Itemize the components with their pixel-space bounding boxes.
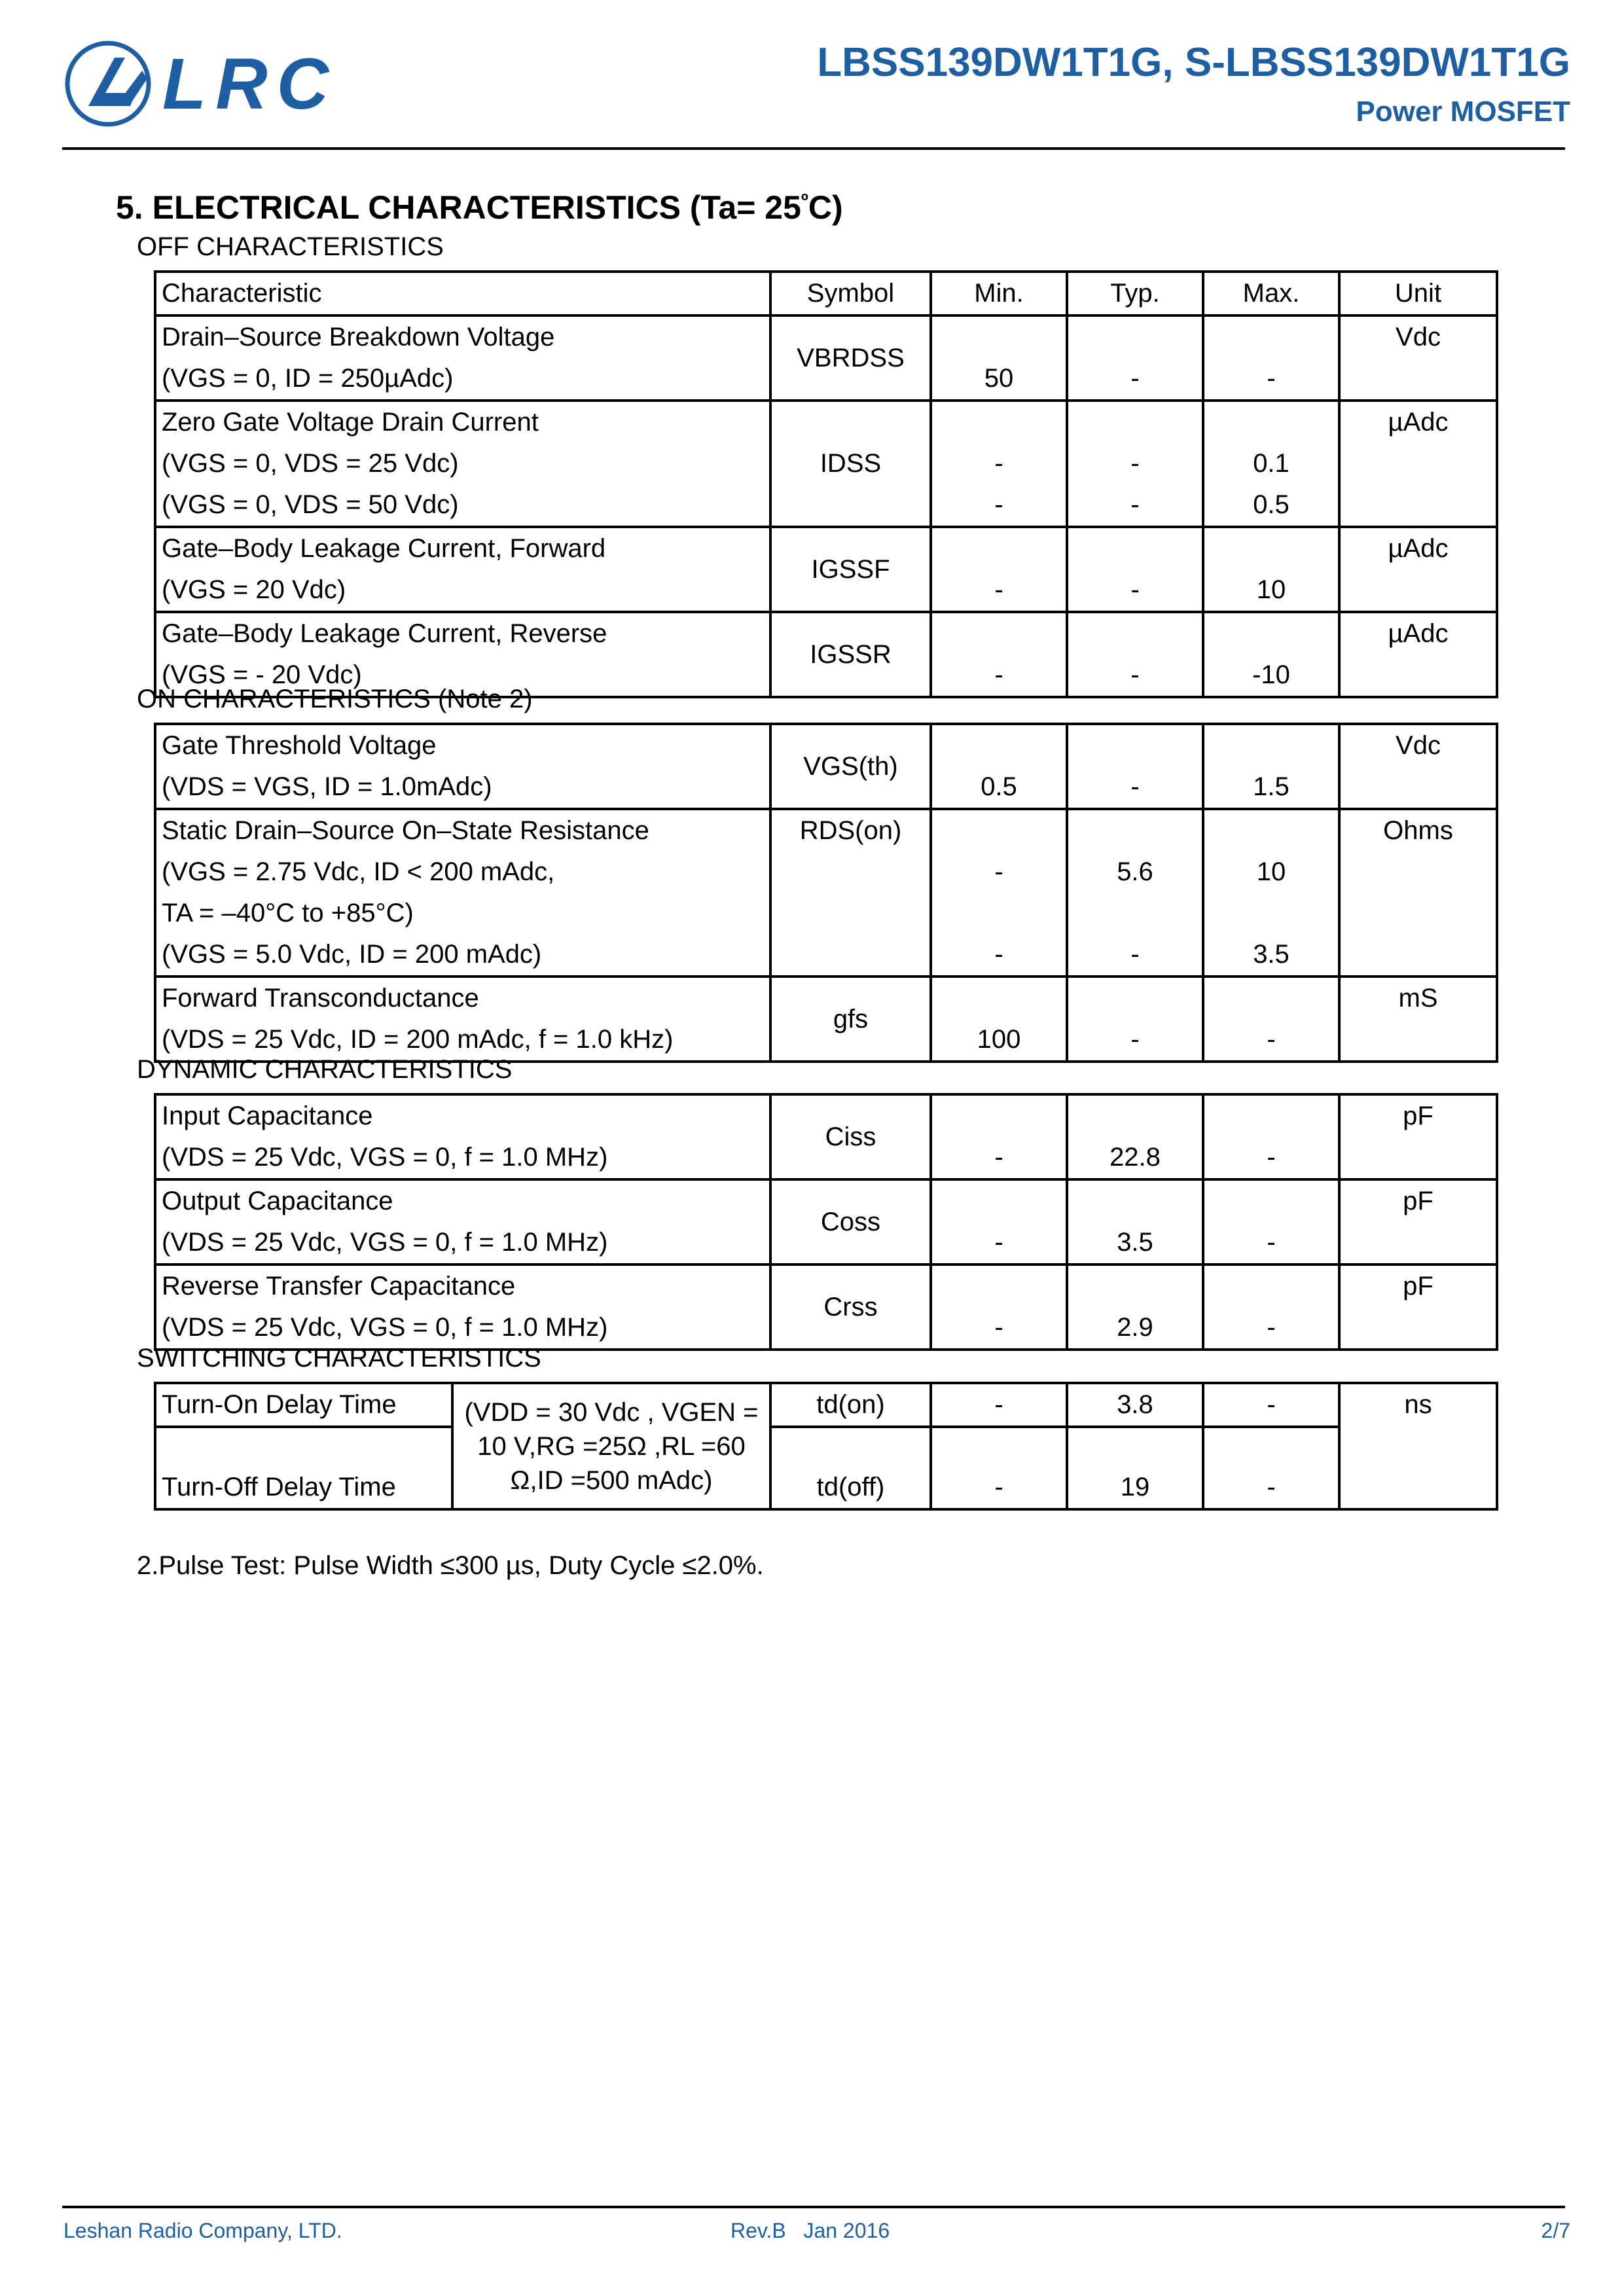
max-value: - xyxy=(1267,364,1276,393)
typ-value: - xyxy=(1130,1025,1140,1054)
typ-value xyxy=(1068,402,1202,443)
max-value xyxy=(1204,613,1338,655)
unit-cell: ns xyxy=(1404,1390,1432,1419)
table-row xyxy=(155,724,1497,809)
max-value: 0.1 xyxy=(1253,449,1290,478)
part-subtitle: Power MOSFET xyxy=(1356,96,1570,128)
max-value: 1.5 xyxy=(1253,772,1290,801)
symbol-cell: td(on) xyxy=(816,1390,885,1419)
table-row xyxy=(155,1179,1497,1265)
unit-cell: µAdc xyxy=(1388,619,1449,648)
characteristic-line: Drain–Source Breakdown Voltage xyxy=(162,323,555,351)
max-value: 0.5 xyxy=(1253,490,1290,519)
symbol-cell: VGS(th) xyxy=(803,751,898,781)
symbol-cell: IDSS xyxy=(820,449,882,478)
max-value: -10 xyxy=(1252,660,1290,689)
characteristic-line: Zero Gate Voltage Drain Current xyxy=(162,408,539,437)
min-value xyxy=(932,613,1066,655)
footer-divider xyxy=(62,2206,1565,2208)
symbol-cell: RDS(on) xyxy=(799,816,902,845)
min-value: - xyxy=(994,575,1003,604)
header-characteristic: Characteristic xyxy=(162,279,322,308)
symbol-cell: Coss xyxy=(820,1207,881,1236)
max-value xyxy=(1204,1266,1338,1307)
max-value: - xyxy=(1267,1025,1276,1054)
typ-value: 5.6 xyxy=(1117,857,1153,886)
min-value xyxy=(932,317,1066,358)
min-value: - xyxy=(994,660,1003,689)
table-row xyxy=(155,1383,1497,1427)
max-value: 10 xyxy=(1256,575,1286,604)
min-value: 100 xyxy=(977,1025,1021,1054)
max-value: - xyxy=(1267,1143,1276,1172)
section-heading: 5. ELECTRICAL CHARACTERISTICS $(Ta= 25^ºC)$ xyxy=(116,189,843,226)
min-value: - xyxy=(994,857,1003,886)
max-value xyxy=(1204,528,1338,569)
min-value xyxy=(932,528,1066,569)
max-value xyxy=(1204,978,1338,1019)
typ-value xyxy=(1068,978,1202,1019)
min-value: - xyxy=(994,1143,1003,1172)
typ-value: - xyxy=(1130,772,1140,801)
footnote: 2.Pulse Test: Pulse Width ≤300 µs, Duty Cycle ≤2.0%. xyxy=(137,1551,764,1580)
typ-value xyxy=(1068,893,1202,934)
unit-cell: µAdc xyxy=(1388,408,1449,437)
max-value: - xyxy=(1267,1390,1276,1419)
footer-page-number: 2/7 xyxy=(1541,2219,1570,2242)
table-header-row xyxy=(155,272,1497,315)
min-value: - xyxy=(994,449,1003,478)
max-value xyxy=(1204,1181,1338,1222)
spec-table-on xyxy=(154,723,1498,1063)
condition-line: (VGS = - 20 Vdc) xyxy=(162,660,362,689)
footer-company: Leshan Radio Company, LTD. xyxy=(63,2219,342,2242)
typ-value xyxy=(1068,1096,1202,1137)
min-value xyxy=(932,1181,1066,1222)
unit-cell: pF xyxy=(1403,1272,1434,1300)
max-value: - xyxy=(1267,1473,1276,1501)
min-value xyxy=(932,725,1066,766)
characteristic-line: Gate–Body Leakage Current, Reverse xyxy=(162,619,607,648)
max-value xyxy=(1204,725,1338,766)
condition-line: (VGS = 2.75 Vdc, ID < 200 mAdc, xyxy=(162,857,555,886)
max-value: 10 xyxy=(1256,857,1286,886)
typ-value xyxy=(1068,317,1202,358)
header-max: Max. xyxy=(1242,279,1300,308)
unit-cell: µAdc xyxy=(1388,534,1449,563)
group-label-switching: SWITCHING CHARACTERISTICS xyxy=(137,1344,541,1372)
symbol-cell: IGSSF xyxy=(811,554,890,584)
table-row xyxy=(155,1427,1497,1509)
min-value: - xyxy=(994,1473,1003,1501)
typ-value: - xyxy=(1130,490,1140,519)
table-row xyxy=(155,809,1497,977)
max-value: 3.5 xyxy=(1253,940,1290,969)
max-value: - xyxy=(1267,1228,1276,1257)
table-row xyxy=(155,977,1497,1062)
typ-value: - xyxy=(1130,940,1140,969)
condition-line: (VGS = 5.0 Vdc, ID = 200 mAdc) xyxy=(162,940,542,969)
table-row xyxy=(155,315,1497,401)
typ-value: - xyxy=(1130,449,1140,478)
spec-table-switching xyxy=(154,1382,1498,1511)
min-value: 50 xyxy=(984,364,1014,393)
condition-line: TA = –40°C to +85°C) xyxy=(162,899,414,927)
typ-value: - xyxy=(1130,660,1140,689)
characteristic-line: Static Drain–Source On–State Resistance xyxy=(162,816,649,845)
group-label-off: OFF CHARACTERISTICS xyxy=(137,232,444,261)
symbol-cell: VBRDSS xyxy=(797,343,905,372)
max-value: - xyxy=(1267,1313,1276,1342)
footer-revision: Rev.B Jan 2016 xyxy=(731,2219,890,2242)
typ-value xyxy=(1068,1181,1202,1222)
min-value: - xyxy=(994,1390,1003,1419)
min-value: 0.5 xyxy=(981,772,1017,801)
group-label-on: ON CHARACTERISTICS (Note 2) xyxy=(137,685,533,713)
typ-value: 22.8 xyxy=(1110,1143,1161,1172)
switching-condition: (VDD = 30 Vdc , VGEN = 10 V,RG =25Ω ,RL =60 Ω,ID =500 mAdc) xyxy=(452,1383,770,1509)
typ-value xyxy=(1068,1266,1202,1307)
table-row xyxy=(155,1094,1497,1179)
typ-value: 19 xyxy=(1120,1473,1150,1501)
min-value: - xyxy=(994,1228,1003,1257)
typ-value: 2.9 xyxy=(1117,1313,1153,1342)
condition-line: (VDS = VGS, ID = 1.0mAdc) xyxy=(162,772,492,801)
min-value xyxy=(932,978,1066,1019)
typ-value xyxy=(1068,613,1202,655)
characteristic-line: Turn-Off Delay Time xyxy=(162,1473,396,1501)
max-value xyxy=(1204,893,1338,934)
characteristic-line: Gate–Body Leakage Current, Forward xyxy=(162,534,606,563)
typ-value: - xyxy=(1130,364,1140,393)
unit-cell: Vdc xyxy=(1396,731,1441,760)
typ-value xyxy=(1068,725,1202,766)
unit-cell: Ohms xyxy=(1383,816,1453,845)
min-value: - xyxy=(994,940,1003,969)
symbol-cell: td(off) xyxy=(816,1473,885,1501)
characteristic-line: Gate Threshold Voltage xyxy=(162,731,437,760)
condition-line: (VGS = 0, VDS = 50 Vdc) xyxy=(162,490,459,519)
unit-cell: pF xyxy=(1403,1187,1434,1215)
characteristic-line: Input Capacitance xyxy=(162,1102,373,1130)
header-unit: Unit xyxy=(1394,279,1442,308)
typ-value: 3.8 xyxy=(1117,1390,1153,1419)
characteristic-line: Reverse Transfer Capacitance xyxy=(162,1272,516,1300)
spec-table-off xyxy=(154,270,1498,698)
unit-cell: pF xyxy=(1403,1102,1434,1130)
max-value xyxy=(1204,810,1338,852)
max-value xyxy=(1204,1096,1338,1137)
min-value xyxy=(932,1266,1066,1307)
symbol-cell: IGSSR xyxy=(810,639,892,669)
table-row xyxy=(155,1265,1497,1350)
unit-cell: mS xyxy=(1398,984,1438,1013)
min-value xyxy=(932,810,1066,852)
condition-line: (VDS = 25 Vdc, VGS = 0, f = 1.0 MHz) xyxy=(162,1143,608,1172)
symbol-cell: Ciss xyxy=(825,1122,876,1151)
typ-value xyxy=(1068,528,1202,569)
typ-value xyxy=(1068,810,1202,852)
part-number-title: LBSS139DW1T1G, S-LBSS139DW1T1G xyxy=(817,40,1570,85)
max-value xyxy=(1204,317,1338,358)
min-value xyxy=(932,1096,1066,1137)
symbol-cell: gfs xyxy=(833,1004,869,1033)
characteristic-line: Turn-On Delay Time xyxy=(162,1390,397,1419)
symbol-cell: Crss xyxy=(823,1292,878,1321)
characteristic-line: Forward Transconductance xyxy=(162,984,479,1013)
group-label-dynamic: DYNAMIC CHARACTERISTICS xyxy=(137,1055,513,1084)
header-min: Min. xyxy=(974,279,1024,308)
header-typ: Typ. xyxy=(1110,279,1160,308)
condition-line: (VDS = 25 Vdc, VGS = 0, f = 1.0 MHz) xyxy=(162,1228,608,1257)
condition-line: (VDS = 25 Vdc, ID = 200 mAdc, f = 1.0 kHz) xyxy=(162,1025,674,1054)
max-value xyxy=(1204,402,1338,443)
condition-line: (VGS = 0, VDS = 25 Vdc) xyxy=(162,449,459,478)
min-value xyxy=(932,893,1066,934)
condition-line: (VGS = 0, ID = 250µAdc) xyxy=(162,364,454,393)
min-value: - xyxy=(994,490,1003,519)
condition-line: (VDS = 25 Vdc, VGS = 0, f = 1.0 MHz) xyxy=(162,1313,608,1342)
min-value: - xyxy=(994,1313,1003,1342)
table-row xyxy=(155,527,1497,612)
characteristic-line: Output Capacitance xyxy=(162,1187,393,1215)
header-symbol: Symbol xyxy=(806,279,895,308)
logo-text: LRC xyxy=(162,44,338,124)
header-divider xyxy=(62,147,1565,150)
min-value xyxy=(932,402,1066,443)
typ-value: - xyxy=(1130,575,1140,604)
condition-line: (VGS = 20 Vdc) xyxy=(162,575,346,604)
table-row xyxy=(155,401,1497,527)
typ-value: 3.5 xyxy=(1117,1228,1153,1257)
spec-table-dynamic xyxy=(154,1093,1498,1351)
unit-cell: Vdc xyxy=(1396,323,1441,351)
